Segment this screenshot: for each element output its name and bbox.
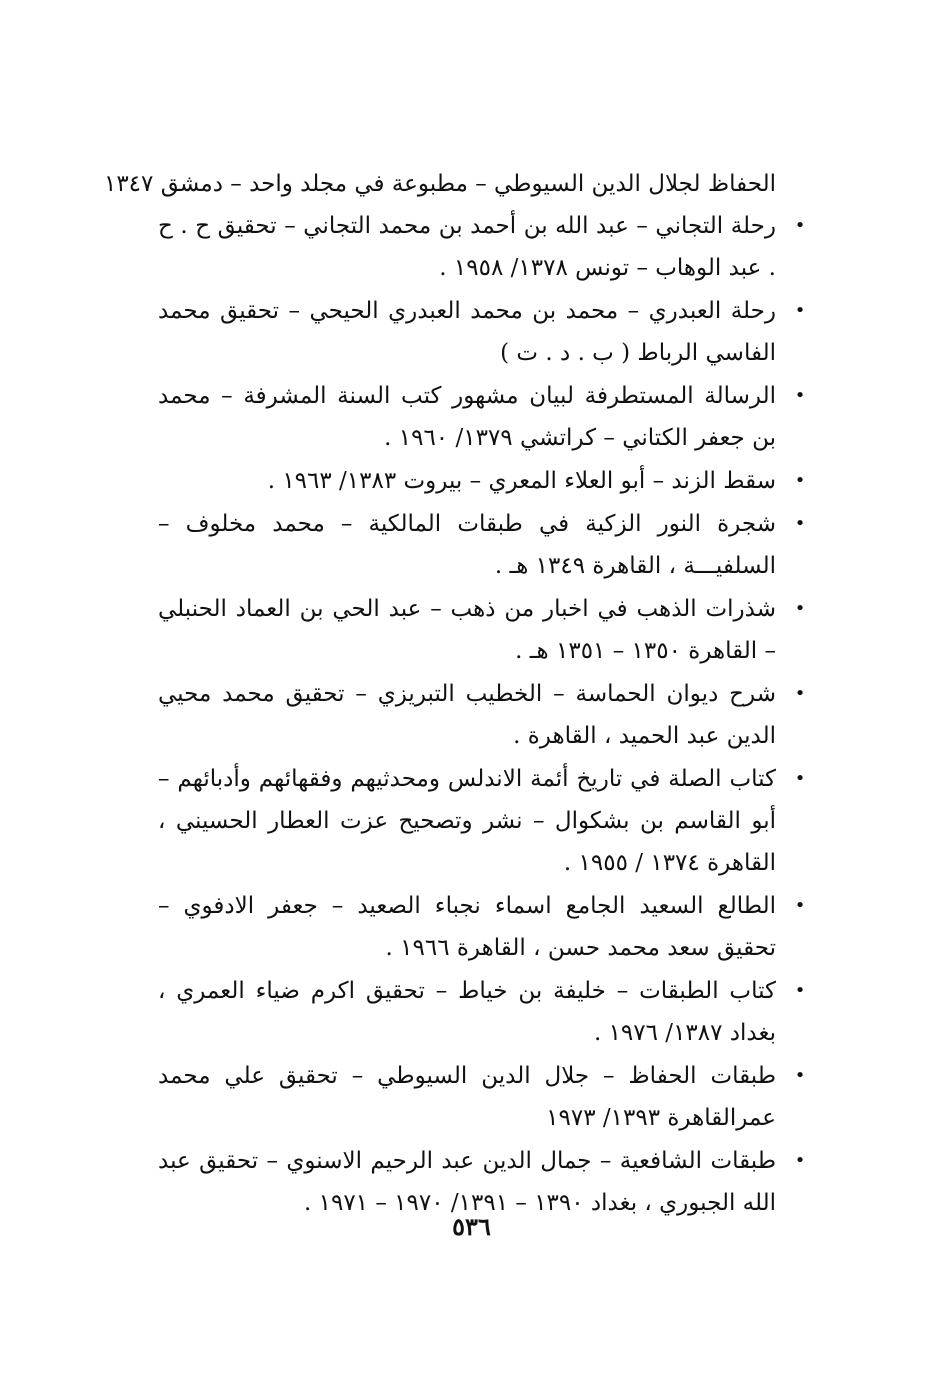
bibliography-entry — [158, 290, 810, 375]
bullet-icon: • — [794, 895, 806, 916]
bibliography-entry — [158, 885, 810, 970]
entry-text: شذرات الذهب في اخبار من ذهب – عبد الحي بن العماد الحنبلي – القاهرة ١٣٥٠ – ١٣٥١ هـ . — [158, 596, 776, 664]
bullet-icon: • — [794, 1065, 806, 1086]
entry-text: الطالع السعيد الجامع اسماء نجباء الصعيد – جعفر الادفوي – تحقيق سعد محمد حسن ، القاهرة ١٩٦٦ . — [158, 893, 776, 961]
bibliography-entry — [158, 1055, 810, 1140]
bullet-icon: • — [794, 300, 806, 321]
bibliography-entry — [158, 460, 810, 503]
bullet-icon: • — [794, 980, 806, 1001]
bullet-icon: • — [794, 598, 806, 619]
bibliography-entry — [158, 758, 810, 885]
entry-text: شرح ديوان الحماسة – الخطيب التبريزي – تحقيق محمد محيي الدين عبد الحميد ، القاهرة . — [158, 681, 776, 749]
page-number: ٥٣٦ — [452, 1212, 491, 1241]
entry-text: رحلة العبدري – محمد بن محمد العبدري الحيحي – تحقيق محمد الفاسي الرباط ( ب . د . ت ) — [158, 298, 776, 366]
bibliography-entry — [158, 375, 810, 460]
bibliography-entry — [158, 970, 810, 1055]
bullet-icon: • — [794, 470, 806, 491]
bibliography-entry — [158, 205, 810, 290]
bibliography-list — [158, 205, 810, 1225]
entry-text: شجرة النور الزكية في طبقات المالكية – محمد مخلوف – السلفيـــة ، القاهرة ١٣٤٩ هـ . — [158, 511, 776, 579]
bibliography-body — [103, 163, 810, 1225]
entry-text: طبقات الحفاظ – جلال الدين السيوطي – تحقيق علي محمد عمرالقاهرة ١٣٩٣/ ١٩٧٣ — [158, 1063, 776, 1131]
bullet-icon: • — [794, 768, 806, 789]
bibliography-entry — [158, 673, 810, 758]
continued-entry-line: الحفاظ لجلال الدين السيوطي – مطبوعة في مجلد واحد – دمشق ١٣٤٧ — [103, 171, 776, 197]
entry-text: طبقات الشافعية – جمال الدين عبد الرحيم الاسنوي – تحقيق عبد الله الجبوري ، بغداد ١٣٩٠ – ١٣٩١/ ١٩٧٠ – ١٩٧١ . — [158, 1148, 776, 1216]
entry-text: كتاب الصلة في تاريخ أئمة الاندلس ومحدثيهم وفقهائهم وأدبائهم –أبو القاسم بن بشكوال – نشر وتصحيح عزت العطار الحسيني ، القاهرة ١٣٧٤ / ١٩٥٥ . — [158, 766, 776, 876]
entry-text: الرسالة المستطرفة لبيان مشهور كتب السنة المشرفة – محمد بن جعفر الكتاني – كراتشي ١٣٧٩/ ١٩٦٠ . — [158, 383, 776, 451]
bullet-icon: • — [794, 215, 806, 236]
bullet-icon: • — [794, 513, 806, 534]
entry-text: كتاب الطبقات – خليفة بن خياط – تحقيق اكرم ضياء العمري ، بغداد ١٣٨٧/ ١٩٧٦ . — [158, 978, 776, 1046]
entry-text: رحلة التجاني – عبد الله بن أحمد بن محمد التجاني – تحقيق ح . ح . عبد الوهاب – تونس ١٣٧٨/ ١٩٥٨ . — [158, 213, 776, 281]
bibliography-entry — [158, 503, 810, 588]
bullet-icon: • — [794, 1150, 806, 1171]
bibliography-entry — [158, 588, 810, 673]
bullet-icon: • — [794, 385, 806, 406]
entry-text: سقط الزند – أبو العلاء المعري – بيروت ١٣٨٣/ ١٩٦٣ . — [267, 468, 776, 494]
bullet-icon: • — [794, 683, 806, 704]
